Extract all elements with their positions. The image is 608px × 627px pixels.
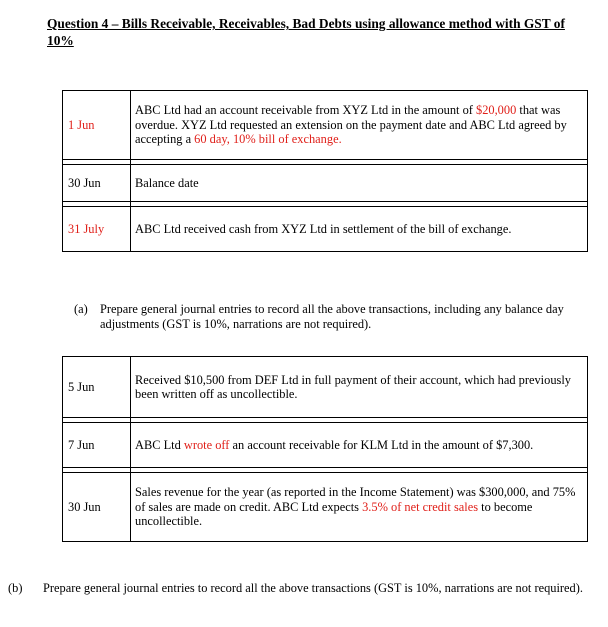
table-row	[63, 357, 588, 418]
instruction-a	[74, 302, 574, 332]
description-text: Sales revenue for the year (as reported in the Income Statement) was $300,000, and 75% of sales are made on credit. ABC Ltd expects	[135, 485, 576, 514]
table-row	[63, 207, 588, 252]
instruction-label: (a)	[74, 302, 88, 316]
question-title: Question 4 – Bills Receivable, Receivables, Bad Debts using allowance method with GST of 10%	[47, 16, 565, 48]
uncollectible-rate: 3.5% of net credit sales	[362, 499, 479, 514]
row-description: Balance date	[131, 165, 588, 202]
row-description	[131, 423, 588, 468]
row-date: 1 Jun	[63, 91, 131, 160]
description-text: ABC Ltd had an account receivable from XYZ Ltd in the amount of	[135, 103, 476, 118]
row-date: 5 Jun	[63, 357, 131, 418]
instruction-label: (b)	[8, 581, 23, 595]
description-text: an account receivable for KLM Ltd in the amount of $7,300.	[229, 437, 534, 452]
overdue-amount: $20,000	[476, 103, 517, 118]
row-description	[131, 473, 588, 542]
row-date: 30 Jun	[63, 473, 131, 542]
transactions-table-2	[62, 356, 588, 542]
instruction-b	[8, 581, 588, 596]
row-description: ABC Ltd received cash from XYZ Ltd in settlement of the bill of exchange.	[131, 207, 588, 252]
description-text: to become uncollectible.	[135, 499, 533, 529]
description-text: that was overdue. XYZ Ltd requested an extension on the payment date and ABC Ltd agreed by accepting a	[135, 103, 567, 147]
table-row	[63, 473, 588, 542]
row-date: 7 Jun	[63, 423, 131, 468]
table-row	[63, 91, 588, 160]
row-description: Received $10,500 from DEF Ltd in full payment of their account, which had previously been written off as uncollectible.	[131, 357, 588, 418]
instruction-text: Prepare general journal entries to record all the above transactions, including any balance day adjustments (GST is 10%, narrations are not required).	[100, 302, 564, 331]
instruction-text: Prepare general journal entries to record all the above transactions (GST is 10%, narrations are not required).	[43, 581, 583, 595]
transactions-table-1	[62, 90, 588, 252]
description-text: ABC Ltd	[135, 437, 184, 452]
bill-terms: 60 day, 10% bill of exchange.	[194, 132, 342, 147]
row-date: 30 Jun	[63, 165, 131, 202]
row-description	[131, 91, 588, 160]
wrote-off-text: wrote off	[183, 437, 230, 452]
table-row	[63, 165, 588, 202]
row-date: 31 July	[63, 207, 131, 252]
table-row	[63, 423, 588, 468]
